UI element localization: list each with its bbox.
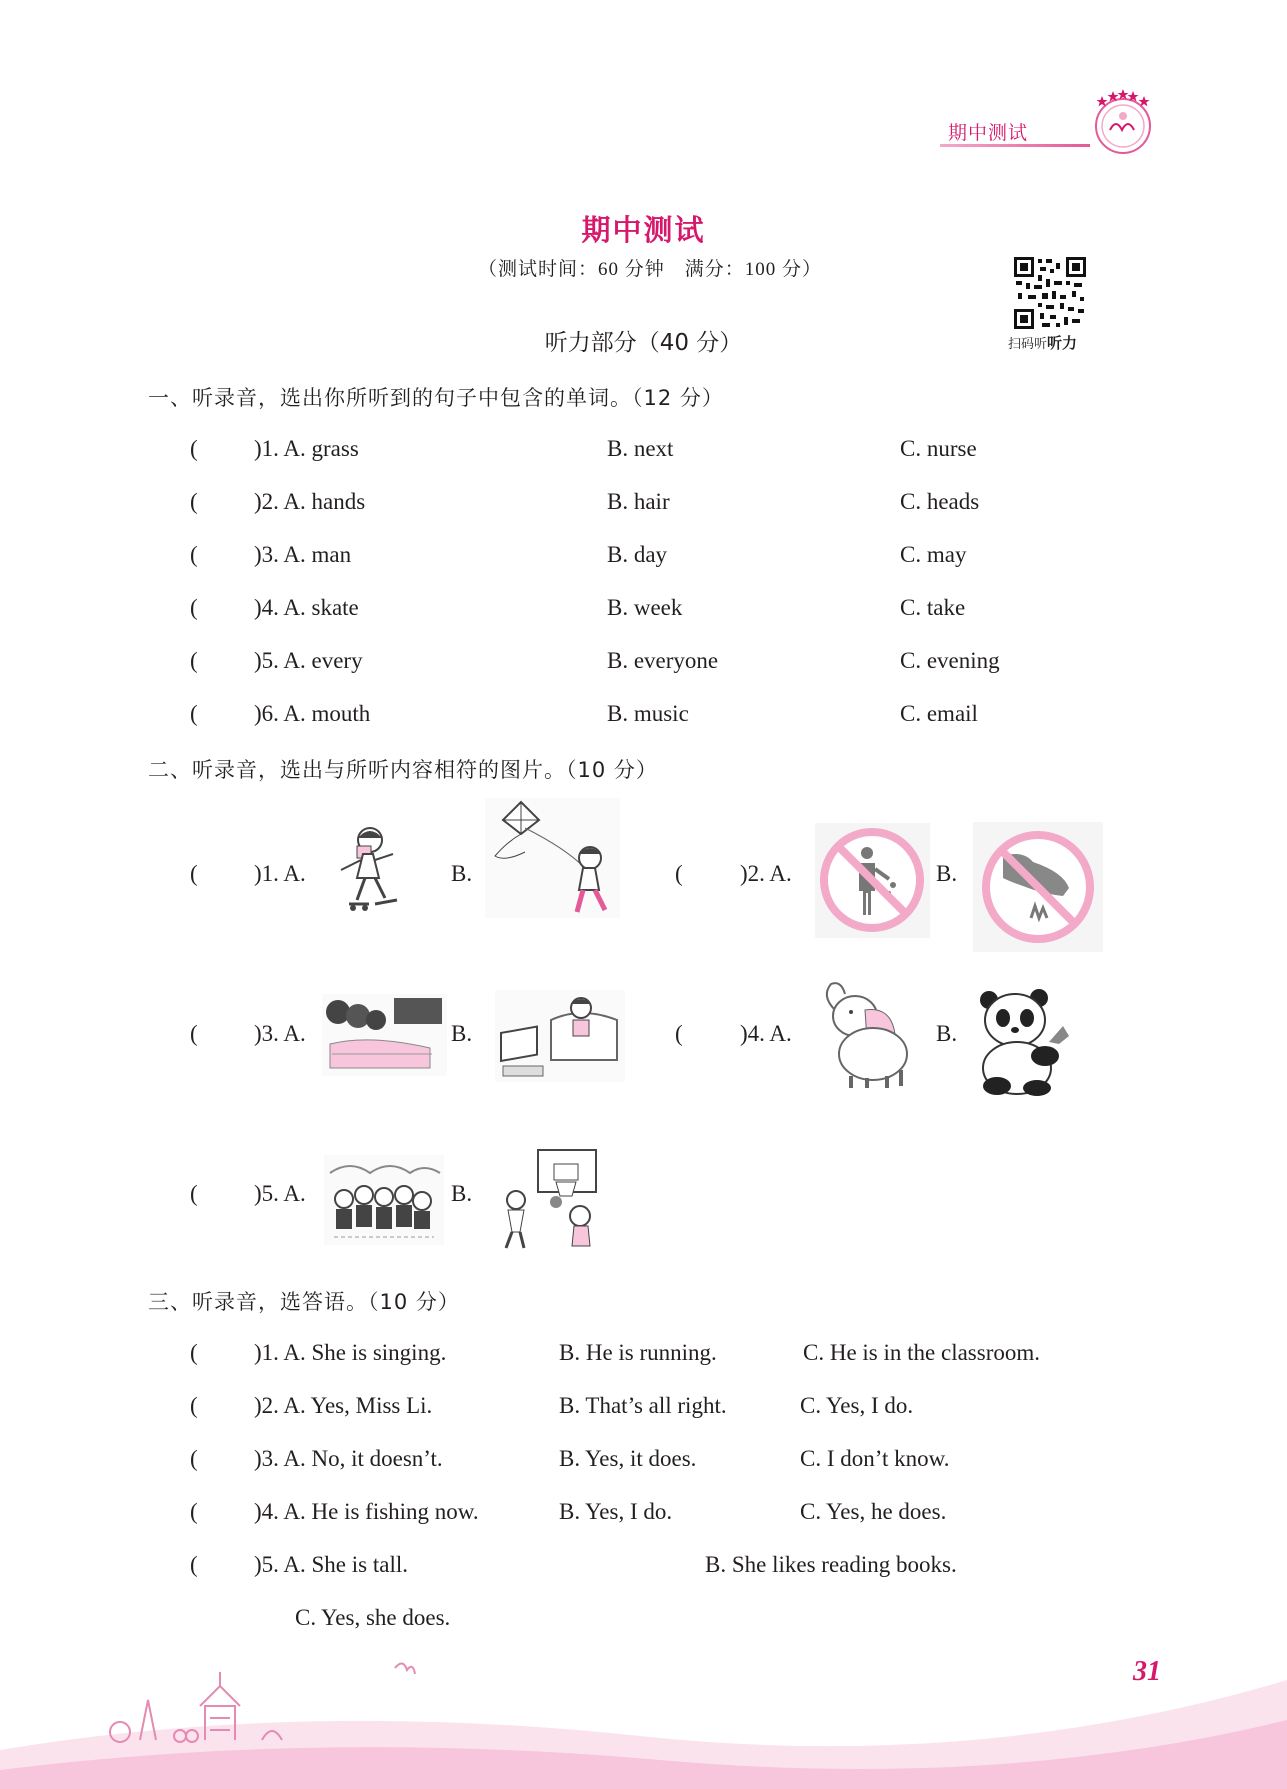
answer-paren[interactable]: ( — [190, 1446, 198, 1471]
answer-paren[interactable]: ( — [190, 861, 198, 886]
section1-heading: 一、听录音，选出你所听到的句子中包含的单词。（12 分） — [148, 386, 724, 410]
question-option-c: C. Yes, he does. — [800, 1499, 947, 1524]
answer-paren[interactable]: ( — [190, 1340, 198, 1365]
elephant-picture — [815, 980, 915, 1090]
question-option-b: B. next — [607, 436, 674, 461]
boys-playing-basketball-picture — [494, 1148, 609, 1253]
boy-watching-tv-picture — [495, 990, 625, 1082]
answer-paren[interactable]: ( — [190, 1499, 198, 1524]
answer-paren[interactable]: ( — [675, 1021, 683, 1046]
star-badge-logo-icon — [1088, 86, 1158, 156]
question-option-a: )5. A. She is tall. — [254, 1552, 408, 1577]
question-option-a: )1. A. grass — [254, 436, 359, 461]
section3-heading: 三、听录音，选答语。（10 分） — [148, 1290, 460, 1314]
skating-boy-picture — [325, 820, 405, 920]
question-option-c: C. evening — [900, 648, 1000, 673]
question-option-a: )5. A. every — [254, 648, 363, 673]
question-option-a: )6. A. mouth — [254, 701, 371, 726]
answer-paren[interactable]: ( — [190, 489, 198, 514]
family-at-cinema-picture — [322, 994, 447, 1076]
no-littering-sign — [815, 823, 930, 938]
question-option-b: B. everyone — [607, 648, 719, 673]
question-label-a: )4. A. — [740, 1021, 792, 1046]
answer-paren[interactable]: ( — [190, 701, 198, 726]
answer-paren[interactable]: ( — [190, 1021, 198, 1046]
question-option-c: C. Yes, I do. — [800, 1393, 914, 1418]
question-option-a: )3. A. man — [254, 542, 352, 567]
listening-part-title: 听力部分（40 分） — [544, 330, 743, 356]
answer-paren[interactable]: ( — [675, 861, 683, 886]
section2-heading: 二、听录音，选出与所听内容相符的图片。（10 分） — [148, 758, 658, 782]
no-stepping-on-grass-sign — [973, 822, 1103, 952]
answer-paren[interactable]: ( — [190, 595, 198, 620]
question-option-a: )4. A. He is fishing now. — [254, 1499, 479, 1524]
question-option-b: B. music — [607, 701, 689, 726]
question-option-c: C. email — [900, 701, 978, 726]
question-label-a: )1. A. — [254, 861, 306, 886]
children-group-picture — [324, 1155, 444, 1245]
question-label-a: )2. A. — [740, 861, 792, 886]
question-label-b: B. — [451, 861, 473, 886]
page-number: 31 — [1133, 1656, 1161, 1687]
question-option-a: )2. A. Yes, Miss Li. — [254, 1393, 433, 1418]
answer-paren[interactable]: ( — [190, 648, 198, 673]
question-option-c: C. Yes, she does. — [295, 1605, 451, 1630]
question-option-c: C. heads — [900, 489, 980, 514]
question-label-b: B. — [451, 1021, 473, 1046]
qr-caption-small: 扫码听 — [1008, 337, 1048, 352]
boy-flying-kite-picture — [485, 798, 620, 918]
question-label-b: B. — [451, 1181, 473, 1206]
question-option-c: C. He is in the classroom. — [803, 1340, 1040, 1365]
question-option-c: C. nurse — [900, 436, 977, 461]
question-option-b: B. Yes, I do. — [559, 1499, 673, 1524]
answer-paren[interactable]: ( — [190, 542, 198, 567]
test-info: （测试时间：60 分钟 满分：100 分） — [477, 259, 822, 280]
answer-paren[interactable]: ( — [190, 436, 198, 461]
panda-picture — [975, 986, 1075, 1096]
question-option-b: B. Yes, it does. — [559, 1446, 697, 1471]
answer-paren[interactable]: ( — [190, 1181, 198, 1206]
question-option-c: C. may — [900, 542, 967, 567]
qr-code-icon[interactable] — [1014, 257, 1086, 329]
question-label-b: B. — [936, 861, 958, 886]
qr-caption-bold: 听力 — [1047, 334, 1078, 352]
question-option-a: )3. A. No, it doesn’t. — [254, 1446, 443, 1471]
footer-wave-decoration — [0, 1640, 1287, 1789]
question-option-b: B. week — [607, 595, 683, 620]
page-title: 期中测试 — [581, 213, 706, 247]
question-option-b: B. She likes reading books. — [705, 1552, 957, 1577]
question-option-b: B. That’s all right. — [559, 1393, 727, 1418]
question-option-a: )4. A. skate — [254, 595, 359, 620]
question-option-c: C. I don’t know. — [800, 1446, 950, 1471]
header-underline — [940, 144, 1090, 147]
question-option-c: C. take — [900, 595, 966, 620]
question-label-a: )3. A. — [254, 1021, 306, 1046]
header-label: 期中测试 — [948, 122, 1029, 144]
question-option-b: B. day — [607, 542, 668, 567]
question-label-a: )5. A. — [254, 1181, 306, 1206]
question-label-b: B. — [936, 1021, 958, 1046]
question-option-b: B. He is running. — [559, 1340, 717, 1365]
answer-paren[interactable]: ( — [190, 1393, 198, 1418]
question-option-a: )1. A. She is singing. — [254, 1340, 447, 1365]
question-option-a: )2. A. hands — [254, 489, 366, 514]
answer-paren[interactable]: ( — [190, 1552, 198, 1577]
question-option-b: B. hair — [607, 489, 670, 514]
